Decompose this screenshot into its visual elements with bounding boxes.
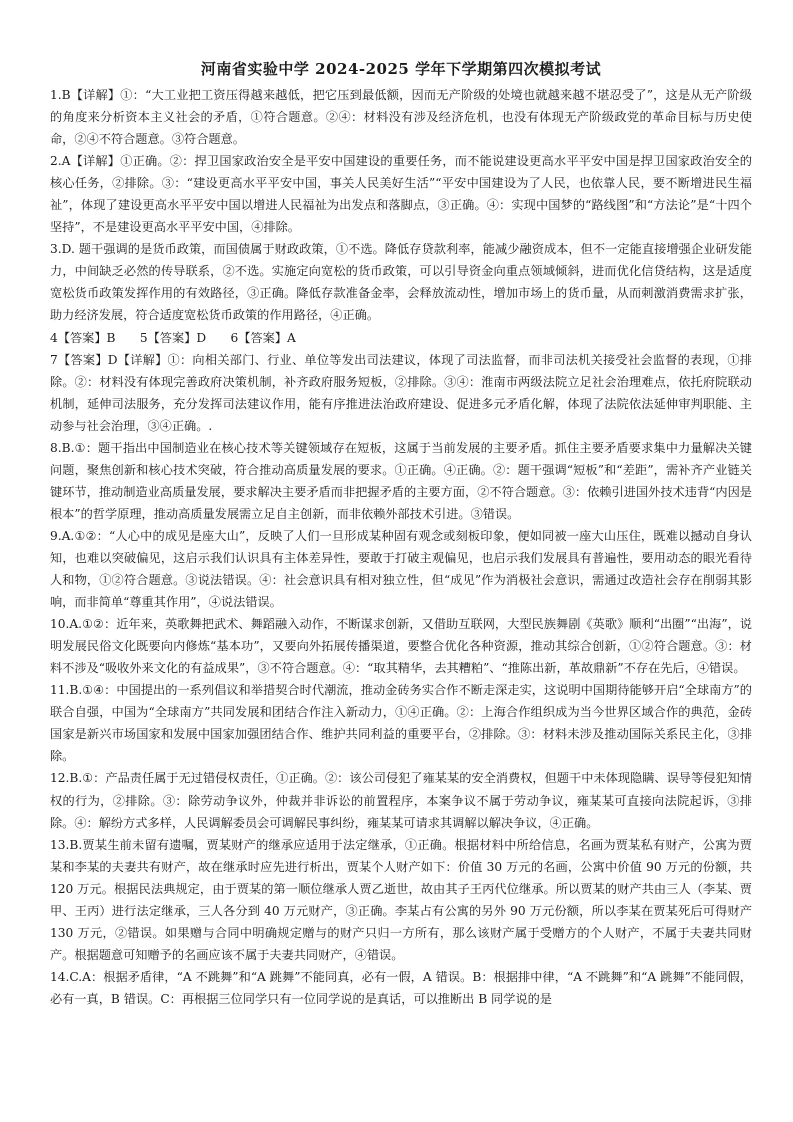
answer-item-13: 13.B.贾某生前未留有遗嘱，贾某财产的继承应适用于法定继承，①正确。根据材料中所给信息，名画为贾某私有财产，公寓为贾某和李某的夫妻共有财产，故在继承时应先进行析出，贾某个人财产如下：价值 30 万元的名画，公寓中价值 90 万元的份额，共 120 万元。根据民法典规定，由于贾某的第一顺位继承人贾乙逝世，故由其子王丙代位继承。所以贾某的财产共由三人（李某、贾甲、王丙）进行法定继承，三人各分到 40 万元财产，③正确。李某占有公寓的另外 90 万元份额，所以李某在贾某死后可得财产 130 万元，②错误。如果赠与合同中明确规定赠与的财产只归一方所有，那么该财产属于受赠方的个人财产，不属于夫妻共同财产。根据题意可知赠予的名画应该不属于夫妻共同财产，④错误。 bbox=[50, 837, 752, 962]
answer-item-3: 3.D. 题干强调的是货币政策，而国债属于财政政策，①不选。降低存贷款利率，能减少融资成本，但不一定能直接增强企业研发能力，中间缺乏必然的传导联系，②不选。实施定向宽松的货币政策，可以引导资金向重点领域倾斜，进而优化信贷结构，这是适度宽松货币政策发挥作用的有效路径，③正确。降低存款准备金率，会释放流动性，增加市场上的货币量，从而刺激消费需求扩张，助力经济发展，符合适度宽松货币政策的作用路径，④正确。 bbox=[50, 242, 752, 323]
answer-item-10: 10.A.①②：近年来，英歌舞把武术、舞蹈融入动作，不断谋求创新，又借助互联网，大型民族舞剧《英歌》顺利“出圈”“出海”，说明发展民俗文化既要向内修炼“基本功”，又要向外拓展传播渠道，要整合优化各种资源，推动其综合创新，①②符合题意。③：材料不涉及“吸收外来文化的有益成果”，③不符合题意。④：“取其精华，去其糟粕”、“推陈出新，革故鼎新”不存在先后，④错误。 bbox=[50, 617, 752, 676]
answer-item-14: 14.C.A：根据矛盾律，“A 不跳舞”和“A 跳舞”不能同真，必有一假，A 错误。B：根据排中律，“A 不跳舞”和“A 跳舞”不能同假，必有一真，B 错误。C：再根据三位同学只有一位同学说的是真话，可以推断出 B 同学说的是 bbox=[50, 969, 752, 1006]
answer-item-2: 2.A【详解】①正确。②：捍卫国家政治安全是平安中国建设的重要任务，而不能说建设更高水平平安中国是捍卫国家政治安全的核心任务，②排除。③：“建设更高水平平安中国，事关人民美好生活”“平安中国建设为了人民，也依靠人民，要不断增进民生福祉”，体现了建设更高水平平安中国以增进人民福祉为出发点和落脚点，③正确。④：实现中国梦的“路线图”和“方法论”是“十四个坚持”，不是建设更高水平平安中国，④排除。 bbox=[50, 154, 752, 235]
answer-item-1: 1.B【详解】①：“大工业把工资压得越来越低，把它压到最低额，因而无产阶级的处境也就越来越不堪忍受了”，这是从无产阶级的角度来分析资本主义社会的矛盾，①符合题意。②④：材料没有涉及经济危机，也没有体现无产阶级政党的革命目标与历史使命，②④不符合题意。③符合题意。 bbox=[50, 88, 752, 147]
answer-item-8: 8.B.①：题干指出中国制造业在核心技术等关键领域存在短板，这属于当前发展的主要矛盾。抓住主要矛盾要求集中力量解决关键问题，聚焦创新和核心技术突破，符合推动高质量发展的要求。①正确。④正确。②：题干强调“短板”和“差距”，需补齐产业链关键环节，推动制造业高质量发展，要求解决主要矛盾而非把握矛盾的主要方面，②不符合题意。③：依赖引进国外技术违背“内因是根本”的哲学原理，推动高质量发展需立足自主创新，而非依赖外部技术引进。③错误。 bbox=[50, 440, 752, 521]
answer-item-7: 7【答案】D【详解】①：向相关部门、行业、单位等发出司法建议，体现了司法监督，而非司法机关接受社会监督的表现，①排除。②：材料没有体现完善政府决策机制，补齐政府服务短板，②排除。③④：淮南市两级法院立足社会治理难点，依托府院联动机制，延伸司法服务，充分发挥司法建议作用，能有序推进法治政府建设、促进多元矛盾化解，体现了法院依法延伸审判职能、主动参与社会治理，③④正确。. bbox=[50, 352, 752, 433]
answer-items-4-6: 4【答案】B 5【答案】D 6【答案】A bbox=[50, 330, 296, 345]
document-title: 河南省实验中学 2024-2025 学年下学期第四次模拟考试 bbox=[200, 60, 602, 78]
document-page bbox=[50, 58, 752, 1010]
answer-item-9: 9.A.①②：“人心中的成见是座大山”，反映了人们一旦形成某种固有观念或刻板印象，便如同被一座大山压住，既难以撼动自身认知，也难以突破偏见，这启示我们认识具有主体差异性，要敢于打破主观偏见，也启示我们发展具有普遍性，要用动态的眼光看待人和物，①②符合题意。③说法错误。④：社会意识具有相对独立性，但“成见”作为消极社会意识，需通过改造社会存在削弱其影响，而非简单“尊重其作用”，④说法错误。 bbox=[50, 528, 752, 610]
answer-item-11: 11.B.①④：中国提出的一系列倡议和举措契合时代潮流，推动金砖务实合作不断走深走实，这说明中国期待能够开启“全球南方”的联合自强，中国为“全球南方”共同发展和团结合作注入新动力，①④正确。②：上海合作组织成为当今世界区域合作的典范，金砖国家是新兴市场国家和发展中国家加强团结合作、维护共同利益的重要平台，②排除。③：材料未涉及推动国际关系民主化，③排除。 bbox=[50, 683, 752, 764]
answer-item-12: 12.B.①：产品责任属于无过错侵权责任，①正确。②：该公司侵犯了雍某某的安全消费权，但题干中未体现隐瞒、误导等侵犯知情权的行为，②排除。③：除劳动争议外，仲裁并非诉讼的前置程序，本案争议不属于劳动争议，雍某某可直接向法院起诉，③排除。④：解纷方式多样，人民调解委员会可调解民事纠纷，雍某某可请求其调解以解决争议，④正确。 bbox=[50, 771, 752, 830]
